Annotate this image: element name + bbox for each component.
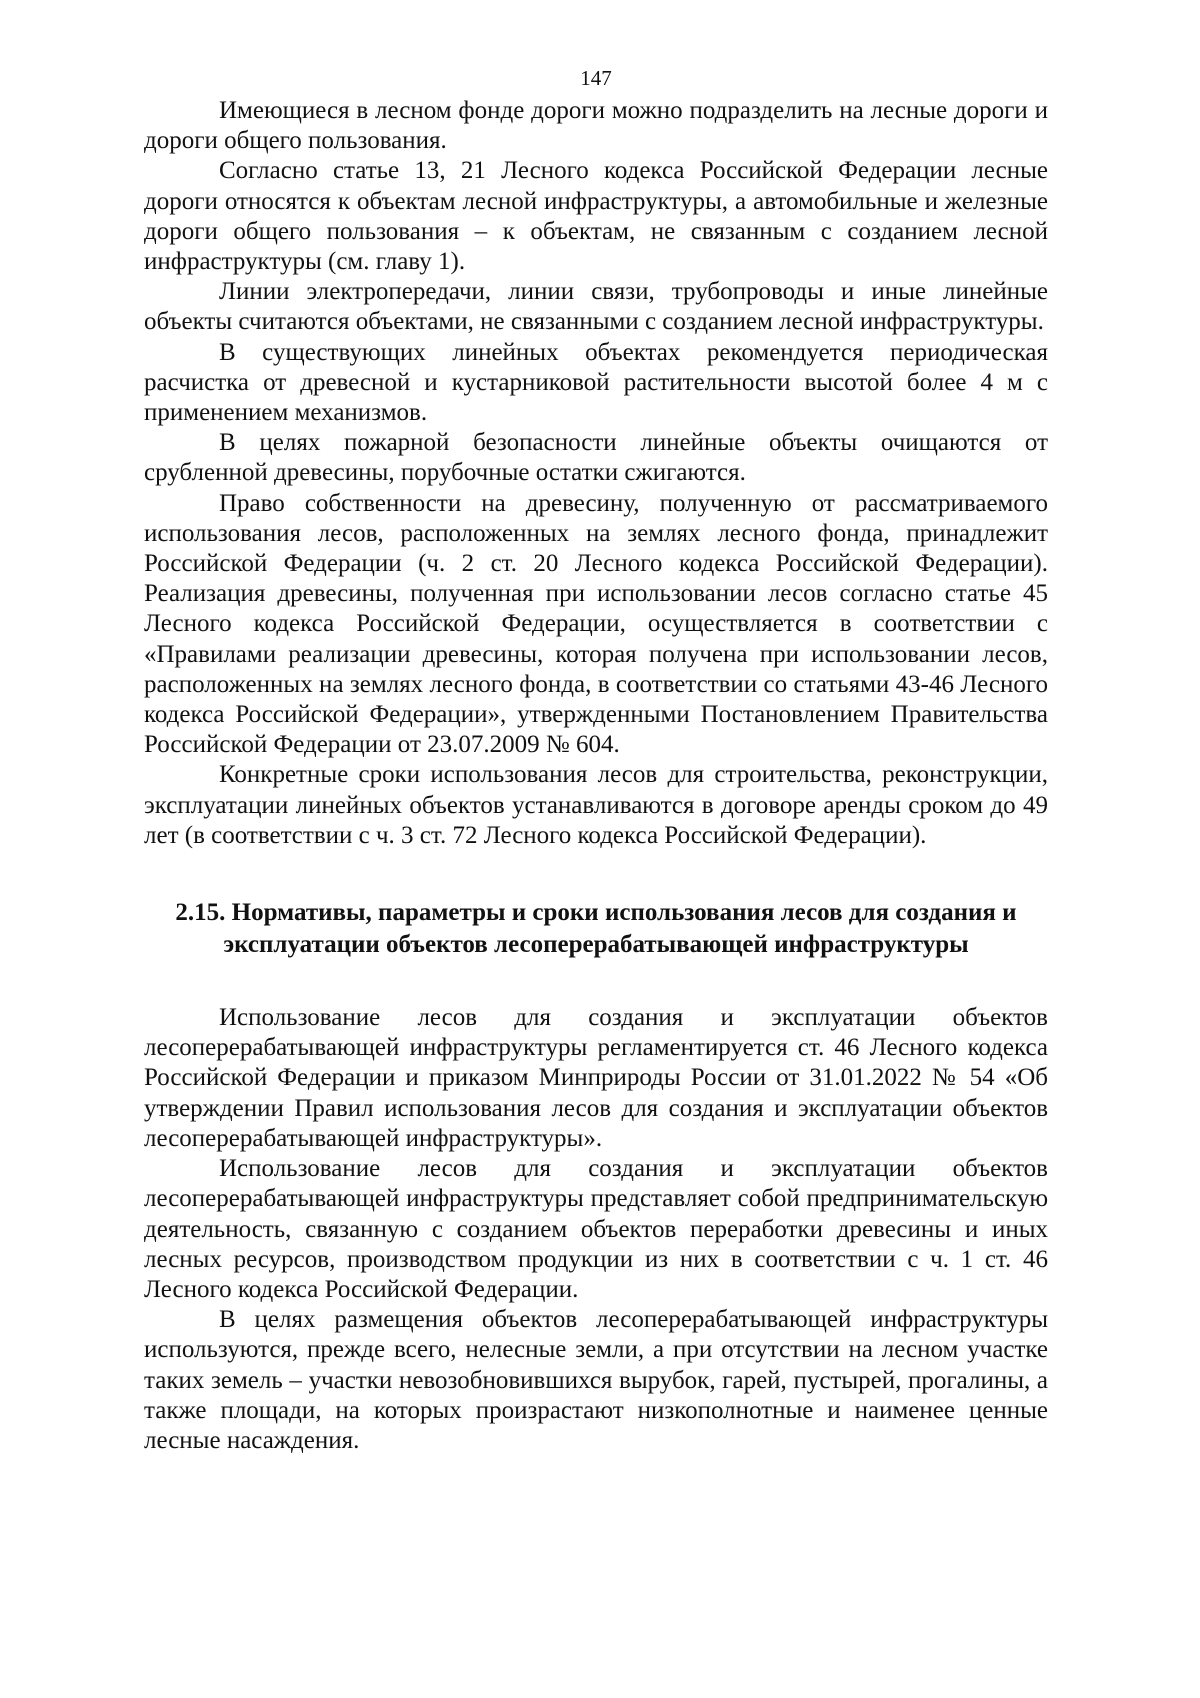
page-number: 147 — [580, 66, 612, 90]
paragraph-roads-classification: Согласно статье 13, 21 Лесного кодекса Российской Федерации лесные дороги относятся к объектам лесной инфраструктуры, а автомобильные и железные дороги общего пользования – к объектам, не связанным с созданием лесной инфраструктуры (см. главу 1). — [144, 157, 1048, 276]
paragraph-land-placement: В целях размещения объектов лесоперерабатывающей инфраструктуры используются, прежде всего, нелесные земли, а при отсутствии на лесном участке таких земель – участки невозобновившихся вырубок, гарей, пустырей, прогалины, а также площади, на которых произрастают низкополнотные и наименее ценные лесные насаждения. — [144, 1306, 1048, 1454]
section-body — [144, 1003, 1048, 1456]
section-heading-line-2: эксплуатации объектов лесоперерабатывающей инфраструктуры — [223, 931, 969, 959]
paragraph-business-activity: Использование лесов для создания и эксплуатации объектов лесоперерабатывающей инфраструктуры представляет собой предпринимательскую деятельность, связанную с созданием объектов переработки древесины и иных лесных ресурсов, производством продукции из них в соответствии с ч. 1 ст. 46 Лесного кодекса Российской Федерации. — [144, 1155, 1048, 1303]
paragraph-power-lines: Линии электропередачи, линии связи, трубопроводы и иные линейные объекты считаются объектами, не связанными с созданием лесной инфраструктуры. — [144, 278, 1048, 336]
paragraph-lease-terms: Конкретные сроки использования лесов для строительства, реконструкции, эксплуатации линейных объектов устанавливаются в договоре аренды сроком до 49 лет (в соответствии с ч. 3 ст. 72 Лесного кодекса Российской Федерации). — [144, 761, 1048, 849]
paragraph-wood-ownership: Право собственности на древесину, полученную от рассматриваемого использования лесов, расположенных на землях лесного фонда, принадлежит Российской Федерации (ч. 2 ст. 20 Лесного кодекса Российской Федерации). Реализация древесины, полученная при использовании лесов согласно статье 45 Лесного кодекса Российской Федерации, осуществляется в соответствии с «Правилами реализации древесины, которая получена при использовании лесов, расположенных на землях лесного фонда, в соответствии со статьями 43-46 Лесного кодекса Российской Федерации», утвержденными Постановлением Правительства Российской Федерации от 23.07.2009 № 604. — [144, 489, 1048, 759]
paragraph-fire-safety: В целях пожарной безопасности линейные объекты очищаются от срубленной древесины, порубочные остатки сжигаются. — [144, 429, 1048, 487]
paragraph-clearing: В существующих линейных объектах рекомендуется периодическая расчистка от древесной и кустарниковой растительности высотой более 4 м с применением механизмов. — [144, 338, 1048, 427]
section-heading-line-1: 2.15. Нормативы, параметры и сроки использования лесов для создания и — [175, 899, 1017, 927]
paragraph-roads-division: Имеющиеся в лесном фонде дороги можно подразделить на лесные дороги и дороги общего пользования. — [144, 97, 1048, 155]
document-page — [144, 64, 1048, 1456]
section-heading — [144, 897, 1048, 961]
paragraph-regulation: Использование лесов для создания и эксплуатации объектов лесоперерабатывающей инфраструктуры регламентируется ст. 46 Лесного кодекса Российской Федерации и приказом Минприроды России от 31.01.2022 № 54 «Об утверждении Правил использования лесов для создания и эксплуатации объектов лесоперерабатывающей инфраструктуры». — [144, 1004, 1048, 1152]
